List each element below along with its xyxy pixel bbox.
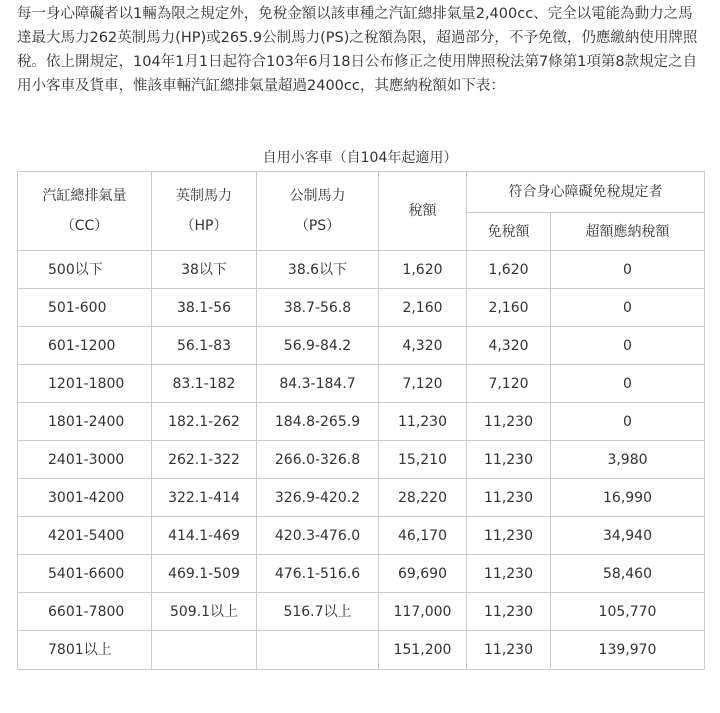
header-disabled-exemption-group: 符合身心障礙免稅規定者 (467, 172, 705, 213)
cell-displacement: 2401-3000 (18, 441, 152, 479)
header-displacement (18, 172, 152, 251)
cell-metric-ps: 266.0-326.8 (257, 441, 379, 479)
cell-metric-ps: 420.3-476.0 (257, 517, 379, 555)
cell-tax-amount: 151,200 (379, 631, 467, 670)
cell-excess-tax: 0 (551, 365, 705, 403)
table-row (18, 403, 705, 441)
header-metric-ps-unit: （PS） (294, 218, 341, 234)
header-imperial-hp-label: 英制馬力 (176, 188, 232, 204)
cell-tax-amount: 1,620 (379, 251, 467, 289)
header-displacement-unit: （CC） (60, 218, 109, 234)
cell-excess-tax: 0 (551, 327, 705, 365)
cell-tax-amount: 46,170 (379, 517, 467, 555)
cell-metric-ps: 184.8-265.9 (257, 403, 379, 441)
cell-metric-ps: 56.9-84.2 (257, 327, 379, 365)
cell-excess-tax: 0 (551, 251, 705, 289)
cell-displacement: 5401-6600 (18, 555, 152, 593)
cell-displacement: 501-600 (18, 289, 152, 327)
cell-metric-ps: 476.1-516.6 (257, 555, 379, 593)
cell-metric-ps: 38.6以下 (257, 251, 379, 289)
cell-metric-ps (257, 631, 379, 670)
cell-imperial-hp: 509.1以上 (152, 593, 257, 631)
table-caption: 自用小客車（自104年起適用） (262, 150, 458, 166)
cell-exempt-amount: 11,230 (467, 631, 551, 670)
cell-exempt-amount: 7,120 (467, 365, 551, 403)
cell-exempt-amount: 11,230 (467, 555, 551, 593)
table-row (18, 289, 705, 327)
header-metric-ps-label: 公制馬力 (289, 188, 346, 204)
cell-imperial-hp: 262.1-322 (152, 441, 257, 479)
cell-excess-tax: 105,770 (551, 593, 705, 631)
cell-excess-tax: 139,970 (551, 631, 705, 670)
intro-paragraph: 每一身心障礙者以1輛為限之規定外，免稅金額以該車種之汽缸總排氣量2,400cc、完全以電能為動力之馬達最大馬力262英制馬力(HP)或265.9公制馬力(PS)之稅額為限，超過部分，不予免徵，仍應繳納使用牌照稅。依上開規定，104年1月1日起符合103年6月18日公布修正之使用牌照稅法第7條第1項第8款規定之自用小客車及貨車，惟該車輛汽缸總排氣量超過2400cc，其應納稅額如下表： (17, 6, 698, 94)
header-tax-amount: 稅額 (379, 172, 467, 251)
table-row (18, 631, 705, 670)
cell-excess-tax: 0 (551, 289, 705, 327)
cell-displacement: 500以下 (18, 251, 152, 289)
cell-displacement: 4201-5400 (18, 517, 152, 555)
cell-imperial-hp: 182.1-262 (152, 403, 257, 441)
table-row (18, 517, 705, 555)
header-displacement-label: 汽缸總排氣量 (42, 188, 127, 204)
cell-exempt-amount: 11,230 (467, 403, 551, 441)
cell-exempt-amount: 11,230 (467, 479, 551, 517)
cell-exempt-amount: 11,230 (467, 517, 551, 555)
cell-displacement: 1801-2400 (18, 403, 152, 441)
cell-excess-tax: 58,460 (551, 555, 705, 593)
table-row (18, 327, 705, 365)
table-row (18, 479, 705, 517)
table-row (18, 593, 705, 631)
table-row (18, 441, 705, 479)
cell-exempt-amount: 4,320 (467, 327, 551, 365)
cell-displacement: 1201-1800 (18, 365, 152, 403)
cell-excess-tax: 0 (551, 403, 705, 441)
cell-metric-ps: 516.7以上 (257, 593, 379, 631)
header-metric-ps (257, 172, 379, 251)
cell-excess-tax: 3,980 (551, 441, 705, 479)
cell-imperial-hp: 322.1-414 (152, 479, 257, 517)
cell-metric-ps: 38.7-56.8 (257, 289, 379, 327)
cell-tax-amount: 7,120 (379, 365, 467, 403)
table-row (18, 365, 705, 403)
cell-displacement: 6601-7800 (18, 593, 152, 631)
cell-metric-ps: 84.3-184.7 (257, 365, 379, 403)
cell-imperial-hp: 414.1-469 (152, 517, 257, 555)
header-exempt-amount: 免稅額 (467, 213, 551, 251)
cell-exempt-amount: 11,230 (467, 593, 551, 631)
cell-displacement: 3001-4200 (18, 479, 152, 517)
cell-tax-amount: 69,690 (379, 555, 467, 593)
cell-exempt-amount: 2,160 (467, 289, 551, 327)
cell-tax-amount: 11,230 (379, 403, 467, 441)
cell-imperial-hp (152, 631, 257, 670)
cell-tax-amount: 117,000 (379, 593, 467, 631)
cell-excess-tax: 34,940 (551, 517, 705, 555)
cell-displacement: 7801以上 (18, 631, 152, 670)
cell-displacement: 601-1200 (18, 327, 152, 365)
cell-imperial-hp: 38以下 (152, 251, 257, 289)
cell-exempt-amount: 1,620 (467, 251, 551, 289)
table-row (18, 555, 705, 593)
cell-tax-amount: 15,210 (379, 441, 467, 479)
cell-tax-amount: 2,160 (379, 289, 467, 327)
cell-imperial-hp: 56.1-83 (152, 327, 257, 365)
cell-tax-amount: 28,220 (379, 479, 467, 517)
header-imperial-hp-unit: （HP） (180, 218, 228, 234)
license-tax-table (17, 171, 705, 670)
cell-excess-tax: 16,990 (551, 479, 705, 517)
header-imperial-hp (152, 172, 257, 251)
cell-imperial-hp: 83.1-182 (152, 365, 257, 403)
cell-tax-amount: 4,320 (379, 327, 467, 365)
table-row (18, 251, 705, 289)
cell-imperial-hp: 38.1-56 (152, 289, 257, 327)
cell-exempt-amount: 11,230 (467, 441, 551, 479)
header-excess-tax: 超額應納稅額 (551, 213, 705, 251)
cell-imperial-hp: 469.1-509 (152, 555, 257, 593)
cell-metric-ps: 326.9-420.2 (257, 479, 379, 517)
